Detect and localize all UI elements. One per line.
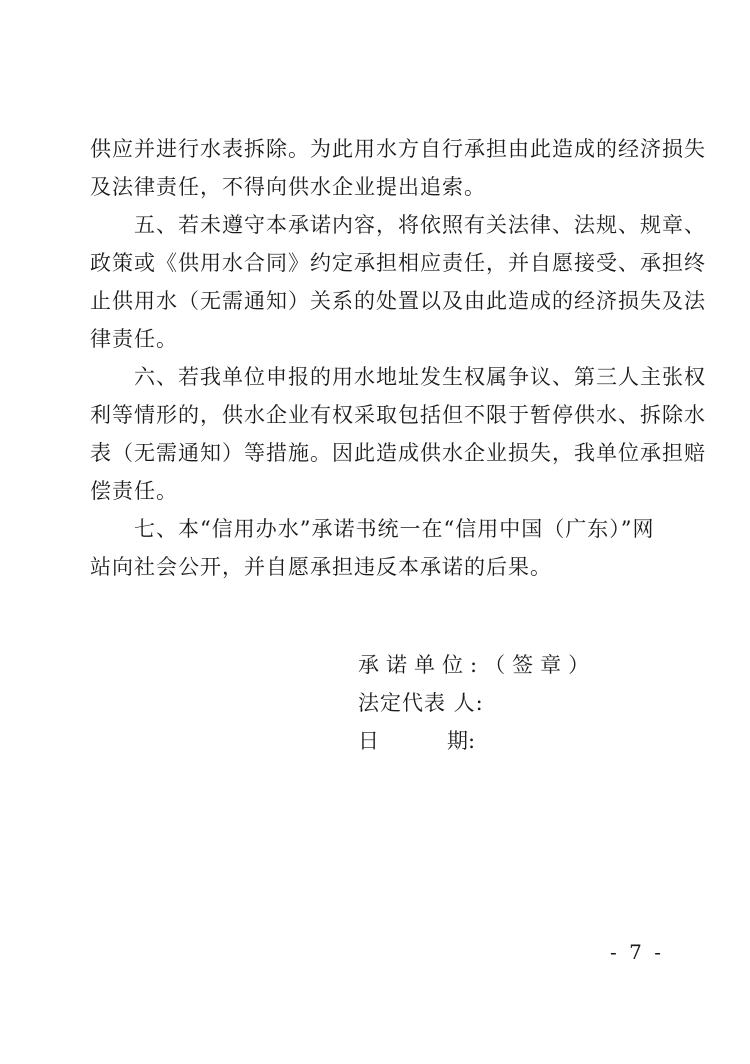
paragraph-clause-five: [90, 206, 706, 358]
paragraph-line: 律责任。: [90, 327, 178, 351]
paragraph-line: 偿责任。: [90, 479, 178, 503]
paragraph-line: 站向社会公开，并自愿承担违反本承诺的后果。: [90, 555, 552, 579]
paragraph-line: 利等情形的，供水企业有权采取包括但不限于暂停供水、拆除水: [90, 403, 706, 427]
page-number: - 7 -: [610, 940, 664, 964]
signature-date-label-right: 期:: [447, 729, 476, 753]
paragraph-line: 表（无需通知）等措施。因此造成供水企业损失，我单位承担赔: [90, 441, 706, 465]
paragraph-clause-seven: [90, 510, 670, 586]
paragraph-line: 及法律责任，不得向供水企业提出追索。: [90, 175, 486, 199]
paragraph-line: 六、若我单位申报的用水地址发生权属争议、第三人主张权: [134, 365, 706, 389]
paragraph-line: 政策或《供用水合同》约定承担相应责任，并自愿接受、承担终: [90, 251, 706, 275]
signature-date: [358, 724, 475, 758]
signature-unit: 承诺单位:（签章）: [358, 653, 597, 677]
paragraph-line: 七、本“信用办水”承诺书统一在“信用中国（广东）”网: [134, 517, 655, 541]
paragraph-line: 供应并进行水表拆除。为此用水方自行承担由此造成的经济损失: [90, 137, 706, 161]
paragraph-line: 五、若未遵守本承诺内容，将依照有关法律、法规、规章、: [134, 213, 706, 237]
signature-date-label-left: 日: [358, 729, 379, 753]
signature-representative: 法定代表 人:: [358, 691, 484, 715]
paragraph-continuation: [90, 130, 706, 206]
paragraph-line: 止供用水（无需通知）关系的处置以及由此造成的经济损失及法: [90, 289, 706, 313]
paragraph-clause-six: [90, 358, 706, 510]
